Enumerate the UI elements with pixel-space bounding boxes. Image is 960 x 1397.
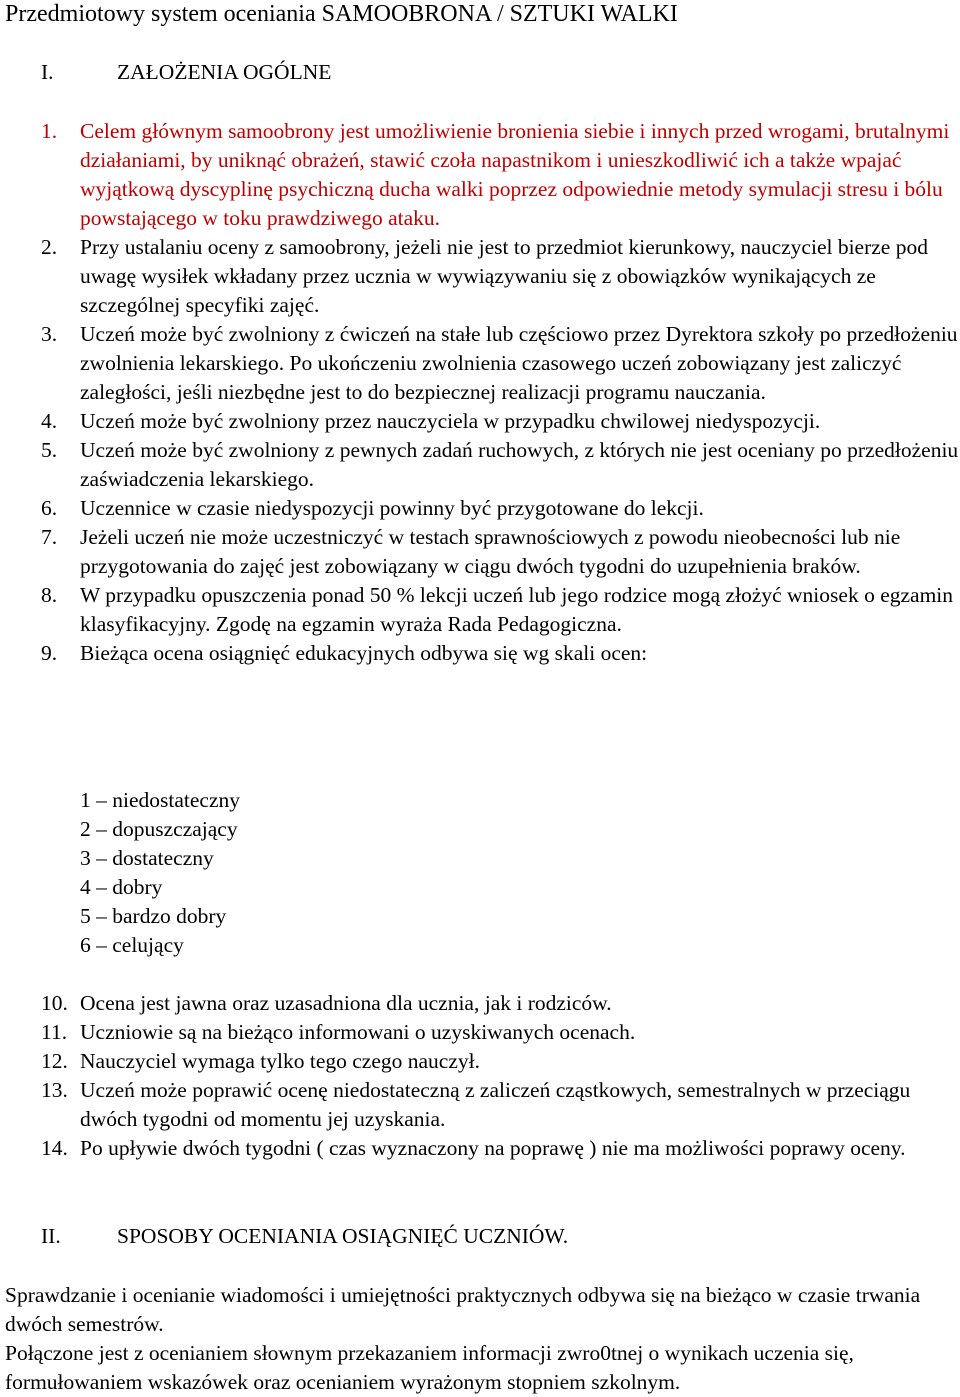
list-item [0, 639, 960, 668]
item-number: 7. [41, 525, 58, 549]
list-item [0, 1047, 960, 1076]
item-number: 2. [41, 235, 58, 259]
item-text: Uczeń może być zwolniony z ćwiczeń na stałe lub częściowo przez Dyrektora szkoły po przedłożeniu zwolnienia lekarskiego. Po ukończeniu zwolnienia czasowego uczeń zobowiązany jest zaliczyć zaległości, jeśli niezbędne jest to do bezpiecznej realizacji programu nauczania. [80, 322, 958, 404]
grade-entry: 2 – dopuszczający [80, 817, 238, 841]
grade-entry: 5 – bardzo dobry [80, 904, 227, 928]
section-heading-1 [41, 58, 331, 87]
rules-list [0, 117, 960, 668]
list-item [0, 989, 960, 1018]
item-number: 5. [41, 438, 58, 462]
section-title: SPOSOBY OCENIANIA OSIĄGNIĘĆ UCZNIÓW. [117, 1224, 569, 1248]
item-number: 12. [41, 1049, 68, 1073]
item-number: 13. [41, 1078, 68, 1102]
grade-entry: 6 – celujący [80, 933, 184, 957]
item-text: Ocena jest jawna oraz uzasadniona dla ucznia, jak i rodziców. [80, 991, 612, 1015]
list-item [0, 117, 960, 233]
list-item [0, 1076, 960, 1134]
item-text: Bieżąca ocena osiągnięć edukacyjnych odbywa się wg skali ocen: [80, 641, 648, 665]
item-text: Przy ustalaniu oceny z samoobrony, jeżeli nie jest to przedmiot kierunkowy, nauczyciel bierze pod uwagę wysiłek wkładany przez ucznia w wywiązywaniu się z obowiązków wynikających ze szczególnej specyfiki zajęć. [80, 235, 928, 317]
item-number: 8. [41, 583, 58, 607]
item-text: Celem głównym samoobrony jest umożliwienie bronienia siebie i innych przed wrogami, brutalnymi działaniami, by uniknąć obrażeń, stawić czoła napastnikom i unieszkodliwić ich a także wpajać wyjątkową dyscyplinę psychiczną ducha walki poprzez odpowiednie metody symulacji stresu i bólu powstającego w toku prawdziwego ataku. [80, 119, 950, 230]
item-text: Jeżeli uczeń nie może uczestniczyć w testach sprawnościowych z powodu nieobecności lub nie przygotowania do zajęć jest zobowiązany w ciągu dwóch tygodni do uzupełnienia braków. [80, 525, 901, 578]
list-item [0, 494, 960, 523]
list-item [0, 320, 960, 407]
section-title: ZAŁOŻENIA OGÓLNE [117, 60, 332, 84]
list-item [0, 233, 960, 320]
grade-entry: 1 – niedostateczny [80, 788, 241, 812]
item-number: 1. [41, 119, 58, 143]
item-number: 11. [41, 1020, 68, 1044]
item-text: Uczniowie są na bieżąco informowani o uzyskiwanych ocenach. [80, 1020, 636, 1044]
item-number: 4. [41, 409, 58, 433]
paragraph: Sprawdzanie i ocenianie wiadomości i umiejętności praktycznych odbywa się na bieżąco w czasie trwania dwóch semestrów. [5, 1283, 921, 1336]
item-number: 14. [41, 1136, 68, 1160]
section-heading-2 [41, 1222, 568, 1251]
item-number: 6. [41, 496, 58, 520]
item-text: Po upływie dwóch tygodni ( czas wyznaczony na poprawę ) nie ma możliwości poprawy oceny. [80, 1136, 906, 1160]
item-text: Uczennice w czasie niedyspozycji powinny być przygotowane do lekcji. [80, 496, 704, 520]
item-text: Nauczyciel wymaga tylko tego czego nauczył. [80, 1049, 480, 1073]
list-item [0, 407, 960, 436]
grade-entry: 4 – dobry [80, 875, 163, 899]
list-item [0, 436, 960, 494]
grade-entry: 3 – dostateczny [80, 846, 214, 870]
list-item [0, 1018, 960, 1047]
item-text: Uczeń może poprawić ocenę niedostateczną z zaliczeń cząstkowych, semestralnych w przeciągu dwóch tygodni od momentu jej uzyskania. [80, 1078, 911, 1131]
section-number: II. [41, 1224, 61, 1248]
paragraph: Połączone jest z ocenianiem słownym przekazaniem informacji zwro0tnej o wynikach uczenia się, formułowaniem wskazówek oraz ocenianiem wyrażonym stopniem szkolnym. [5, 1341, 854, 1394]
item-text: Uczeń może być zwolniony z pewnych zadań ruchowych, z których nie jest oceniany po przedłożeniu zaświadczenia lekarskiego. [80, 438, 959, 491]
item-number: 9. [41, 641, 58, 665]
section-number: I. [41, 60, 54, 84]
item-number: 3. [41, 322, 58, 346]
list-item [0, 581, 960, 639]
item-text: Uczeń może być zwolniony przez nauczyciela w przypadku chwilowej niedyspozycji. [80, 409, 821, 433]
rules-list-continued [0, 989, 960, 1163]
document-title: Przedmiotowy system oceniania SAMOOBRONA / SZTUKI WALKI [5, 1, 678, 27]
item-number: 10. [41, 991, 68, 1015]
grading-scale [80, 786, 240, 960]
item-text: W przypadku opuszczenia ponad 50 % lekcji uczeń lub jego rodzice mogą złożyć wniosek o egzamin klasyfikacyjny. Zgodę na egzamin wyraża Rada Pedagogiczna. [80, 583, 954, 636]
list-item [0, 1134, 960, 1163]
list-item [0, 523, 960, 581]
